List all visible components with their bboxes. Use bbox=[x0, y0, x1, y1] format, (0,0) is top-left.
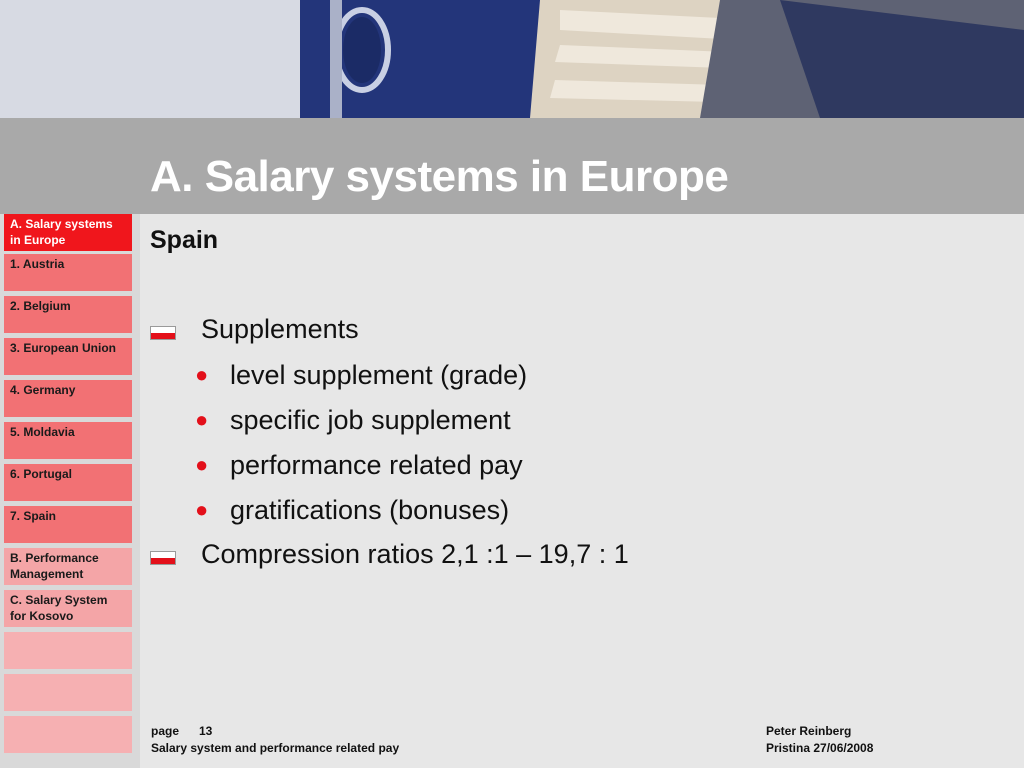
red-dot-icon: ● bbox=[195, 362, 209, 387]
bullet-level1: Supplements bbox=[201, 314, 359, 344]
poland-flag-icon bbox=[150, 551, 176, 565]
nav-item-empty bbox=[4, 674, 132, 712]
nav-item-spain[interactable]: 7. Spain bbox=[4, 506, 132, 544]
header-photo bbox=[0, 0, 1024, 118]
footer-place-date: Pristina 27/06/2008 bbox=[766, 741, 874, 755]
section-subheading: Spain bbox=[150, 226, 219, 254]
bullet-level2: specific job supplement bbox=[230, 405, 511, 435]
red-dot-icon: ● bbox=[195, 452, 209, 477]
nav-item-empty bbox=[4, 716, 132, 754]
bullet-level2: performance related pay bbox=[230, 450, 523, 480]
footer-subtitle: Salary system and performance related pay bbox=[151, 741, 400, 755]
poland-flag-icon bbox=[150, 326, 176, 340]
bullet-level1: Compression ratios 2,1 :1 – 19,7 : 1 bbox=[201, 539, 629, 569]
footer-author: Peter Reinberg bbox=[766, 724, 852, 738]
bullet-level2: level supplement (grade) bbox=[230, 360, 528, 390]
red-dot-icon: ● bbox=[195, 497, 209, 522]
nav-item-belgium[interactable]: 2. Belgium bbox=[4, 296, 132, 334]
content-area bbox=[140, 214, 1024, 768]
nav-item-moldavia[interactable]: 5. Moldavia bbox=[4, 422, 132, 460]
nav-item-performance-management[interactable]: B. Performance Management bbox=[4, 548, 132, 586]
nav-item-empty bbox=[4, 632, 132, 670]
nav-item-austria[interactable]: 1. Austria bbox=[4, 254, 132, 292]
nav-item-salary-systems-europe[interactable]: A. Salary systems in Europe bbox=[4, 214, 132, 252]
footer-page-label: page bbox=[151, 724, 180, 738]
red-dot-icon: ● bbox=[195, 407, 209, 432]
sidebar-nav bbox=[0, 214, 140, 768]
nav-item-germany[interactable]: 4. Germany bbox=[4, 380, 132, 418]
footer-page-number: 13 bbox=[199, 724, 213, 738]
slide-title: A. Salary systems in Europe bbox=[150, 152, 729, 201]
nav-item-european-union[interactable]: 3. European Union bbox=[4, 338, 132, 376]
nav-item-portugal[interactable]: 6. Portugal bbox=[4, 464, 132, 502]
nav-item-salary-system-kosovo[interactable]: C. Salary System for Kosovo bbox=[4, 590, 132, 628]
binder-photo-image bbox=[0, 0, 1024, 118]
bullet-level2: gratifications (bonuses) bbox=[230, 495, 510, 525]
